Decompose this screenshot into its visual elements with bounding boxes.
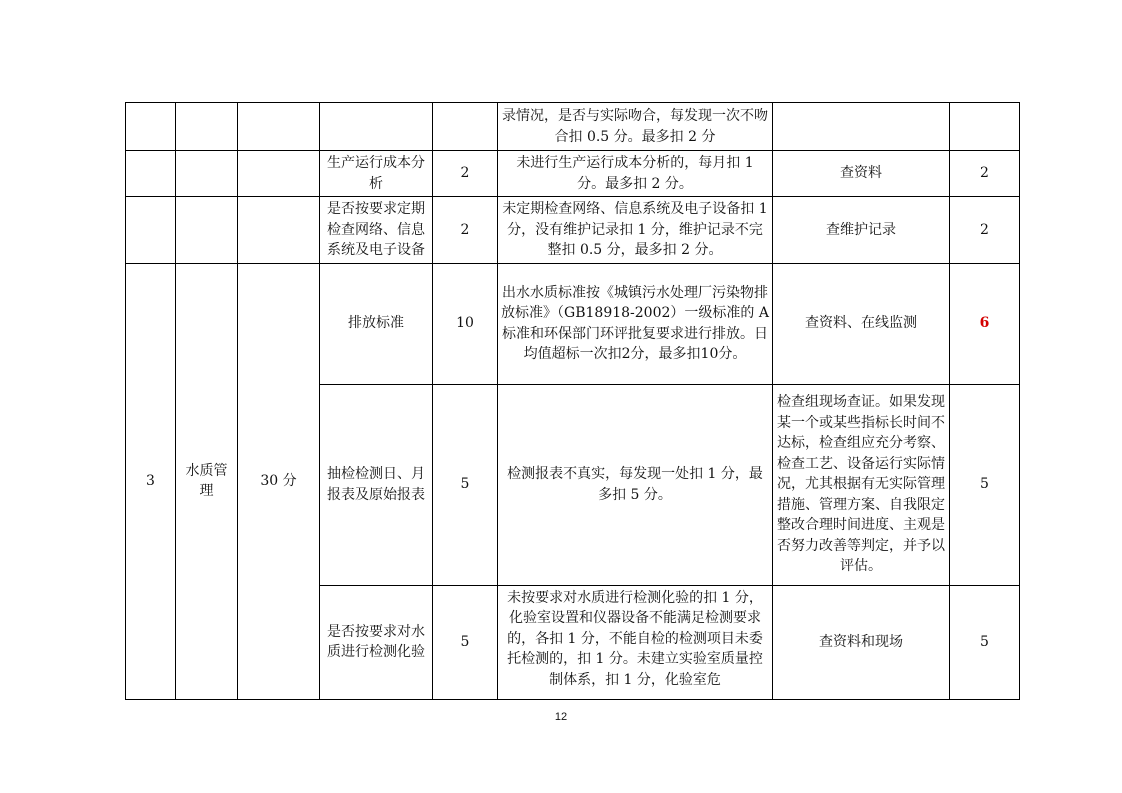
points-cell: 5: [433, 585, 498, 699]
table-row: [126, 103, 1020, 151]
score-cell: 2: [950, 197, 1020, 264]
item-cell: 生产运行成本分析: [320, 151, 433, 197]
table-row: [126, 151, 1020, 197]
points-cell: 2: [433, 197, 498, 264]
total-cell: [238, 151, 320, 197]
table-row: [126, 263, 1020, 384]
method-cell: 检查组现场查证。如果发现某一个或某些指标长时间不达标，检查组应充分考察、检查工艺、设备运行实际情况，尤其根据有无实际管理措施、管理方案、自我限定整改合理时间进度、主观是否努力改善等判定，并予以评估。: [773, 384, 950, 585]
method-cell: 查资料: [773, 151, 950, 197]
page-number: 12: [554, 711, 568, 723]
score-cell: 5: [950, 585, 1020, 699]
standard-cell: 未定期检查网络、信息系统及电子设备扣 1 分，没有维护记录扣 1 分，维护记录不完整扣 0.5 分，最多扣 2 分。: [498, 197, 773, 264]
score-cell-highlighted: 6: [950, 263, 1020, 384]
points-cell: 10: [433, 263, 498, 384]
method-cell: 查资料、在线监测: [773, 263, 950, 384]
item-cell: 是否按要求对水质进行检测化验: [320, 585, 433, 699]
no-cell: [126, 103, 176, 151]
score-cell: [950, 103, 1020, 151]
score-cell: 5: [950, 384, 1020, 585]
method-cell: 查维护记录: [773, 197, 950, 264]
item-cell: 抽检检测日、月报表及原始报表: [320, 384, 433, 585]
section-total-points: 30 分: [238, 263, 320, 699]
method-cell: 查资料和现场: [773, 585, 950, 699]
standard-cell: 录情况，是否与实际吻合，每发现一次不吻合扣 0.5 分。最多扣 2 分: [498, 103, 773, 151]
points-cell: 5: [433, 384, 498, 585]
points-cell: [433, 103, 498, 151]
method-cell: [773, 103, 950, 151]
score-cell: 2: [950, 151, 1020, 197]
section-number: 3: [126, 263, 176, 699]
table-row: [126, 197, 1020, 264]
category-cell: [176, 197, 238, 264]
no-cell: [126, 151, 176, 197]
item-cell: 是否按要求定期检查网络、信息系统及电子设备: [320, 197, 433, 264]
no-cell: [126, 197, 176, 264]
standard-cell: 未按要求对水质进行检测化验的扣 1 分，化验室设置和仪器设备不能满足检测要求的，各扣 1 分，不能自检的检测项目未委托检测的，扣 1 分。未建立实验室质量控制体系，扣 1 分，化验室危: [498, 585, 773, 699]
category-cell: [176, 151, 238, 197]
category-cell: [176, 103, 238, 151]
scoring-table: [125, 102, 1020, 700]
item-cell: 排放标准: [320, 263, 433, 384]
total-cell: [238, 197, 320, 264]
total-cell: [238, 103, 320, 151]
item-cell: [320, 103, 433, 151]
standard-cell: 未进行生产运行成本分析的，每月扣 1 分。最多扣 2 分。: [498, 151, 773, 197]
points-cell: 2: [433, 151, 498, 197]
standard-cell: 检测报表不真实，每发现一处扣 1 分，最多扣 5 分。: [498, 384, 773, 585]
section-category: 水质管理: [176, 263, 238, 699]
standard-cell: 出水水质标准按《城镇污水处理厂污染物排放标准》（GB18918-2002）一级标准的 A 标准和环保部门环评批复要求进行排放。日均值超标一次扣2分，最多扣10分。: [498, 263, 773, 384]
